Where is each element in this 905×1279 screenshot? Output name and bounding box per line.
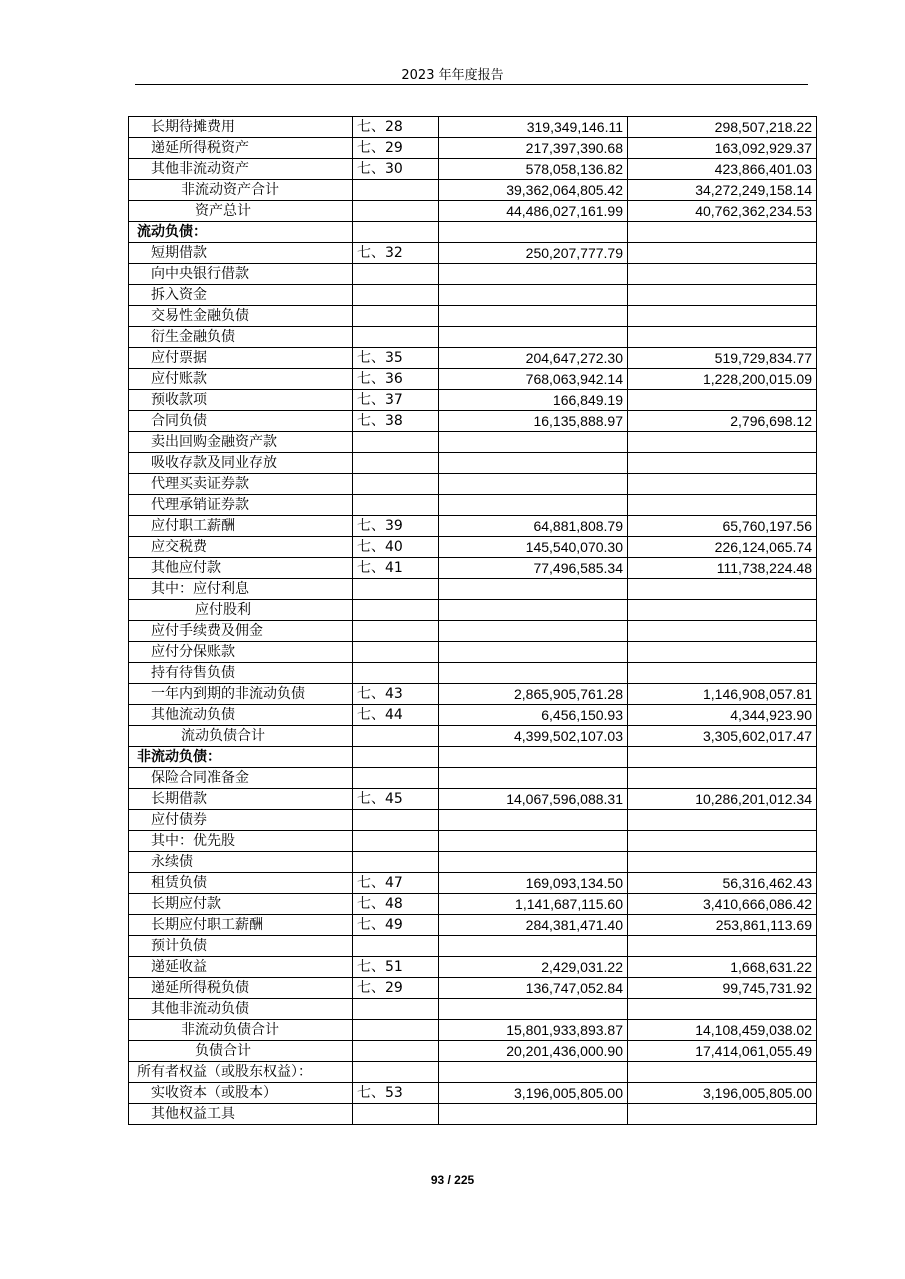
row-item-label: 应付账款	[129, 369, 353, 390]
table-row	[129, 978, 817, 999]
row-current-value	[439, 432, 628, 453]
table-row	[129, 243, 817, 264]
row-note	[353, 663, 439, 684]
page-header-title: 2023 年年度报告	[401, 68, 504, 83]
row-note	[353, 621, 439, 642]
row-note	[353, 306, 439, 327]
row-current-value: 2,865,905,761.28	[439, 684, 628, 705]
row-note: 七、32	[353, 243, 439, 264]
row-previous-value	[628, 579, 817, 600]
row-previous-value	[628, 327, 817, 348]
row-item-label: 长期待摊费用	[129, 117, 353, 138]
table-row	[129, 306, 817, 327]
table-row	[129, 558, 817, 579]
row-note	[353, 642, 439, 663]
row-item-label: 向中央银行借款	[129, 264, 353, 285]
row-current-value: 44,486,027,161.99	[439, 201, 628, 222]
table-row	[129, 180, 817, 201]
row-current-value	[439, 831, 628, 852]
table-row	[129, 201, 817, 222]
row-item-label: 所有者权益（或股东权益）：	[129, 1062, 353, 1083]
row-current-value: 20,201,436,000.90	[439, 1041, 628, 1062]
row-item-label: 短期借款	[129, 243, 353, 264]
row-current-value	[439, 285, 628, 306]
row-previous-value: 3,410,666,086.42	[628, 894, 817, 915]
row-item-label: 应付职工薪酬	[129, 516, 353, 537]
row-note: 七、39	[353, 516, 439, 537]
row-previous-value	[628, 1062, 817, 1083]
row-note: 七、44	[353, 705, 439, 726]
row-previous-value	[628, 222, 817, 243]
table-row	[129, 579, 817, 600]
row-current-value: 578,058,136.82	[439, 159, 628, 180]
row-note: 七、30	[353, 159, 439, 180]
table-row	[129, 495, 817, 516]
row-item-label: 非流动负债合计	[129, 1020, 353, 1041]
row-previous-value: 2,796,698.12	[628, 411, 817, 432]
table-row	[129, 810, 817, 831]
row-note	[353, 222, 439, 243]
row-current-value	[439, 306, 628, 327]
row-item-label: 递延所得税负债	[129, 978, 353, 999]
row-note	[353, 201, 439, 222]
table-row	[129, 516, 817, 537]
row-note	[353, 495, 439, 516]
row-current-value	[439, 1062, 628, 1083]
row-item-label: 应交税费	[129, 537, 353, 558]
row-current-value: 217,397,390.68	[439, 138, 628, 159]
row-current-value: 169,093,134.50	[439, 873, 628, 894]
row-current-value	[439, 327, 628, 348]
row-previous-value: 10,286,201,012.34	[628, 789, 817, 810]
row-item-label: 永续债	[129, 852, 353, 873]
row-previous-value	[628, 453, 817, 474]
row-current-value	[439, 999, 628, 1020]
table-row	[129, 474, 817, 495]
table-row	[129, 726, 817, 747]
table-row	[129, 1083, 817, 1104]
row-note	[353, 264, 439, 285]
row-item-label: 应付票据	[129, 348, 353, 369]
row-note	[353, 432, 439, 453]
row-previous-value: 298,507,218.22	[628, 117, 817, 138]
row-item-label: 拆入资金	[129, 285, 353, 306]
row-item-label: 其他流动负债	[129, 705, 353, 726]
row-current-value: 4,399,502,107.03	[439, 726, 628, 747]
row-note	[353, 474, 439, 495]
row-previous-value: 40,762,362,234.53	[628, 201, 817, 222]
row-item-label: 应付分保账款	[129, 642, 353, 663]
row-item-label: 其中：优先股	[129, 831, 353, 852]
table-row	[129, 621, 817, 642]
row-previous-value	[628, 810, 817, 831]
row-item-label: 保险合同准备金	[129, 768, 353, 789]
row-current-value	[439, 621, 628, 642]
row-item-label: 交易性金融负债	[129, 306, 353, 327]
row-current-value: 14,067,596,088.31	[439, 789, 628, 810]
table-row	[129, 600, 817, 621]
table-row	[129, 390, 817, 411]
row-current-value	[439, 936, 628, 957]
row-previous-value	[628, 852, 817, 873]
row-previous-value: 99,745,731.92	[628, 978, 817, 999]
row-previous-value	[628, 936, 817, 957]
table-row	[129, 1062, 817, 1083]
row-item-label: 长期借款	[129, 789, 353, 810]
row-previous-value: 1,228,200,015.09	[628, 369, 817, 390]
row-note: 七、43	[353, 684, 439, 705]
row-note	[353, 747, 439, 768]
row-current-value: 768,063,942.14	[439, 369, 628, 390]
table-row	[129, 936, 817, 957]
row-note: 七、28	[353, 117, 439, 138]
row-previous-value: 17,414,061,055.49	[628, 1041, 817, 1062]
row-previous-value: 56,316,462.43	[628, 873, 817, 894]
table-row	[129, 684, 817, 705]
row-item-label: 应付债券	[129, 810, 353, 831]
row-current-value: 3,196,005,805.00	[439, 1083, 628, 1104]
row-previous-value	[628, 306, 817, 327]
row-item-label: 长期应付职工薪酬	[129, 915, 353, 936]
row-current-value	[439, 747, 628, 768]
table-row	[129, 873, 817, 894]
row-current-value: 16,135,888.97	[439, 411, 628, 432]
row-previous-value	[628, 474, 817, 495]
table-row	[129, 999, 817, 1020]
row-item-label: 租赁负债	[129, 873, 353, 894]
row-current-value	[439, 474, 628, 495]
row-item-label: 其他权益工具	[129, 1104, 353, 1125]
row-current-value	[439, 222, 628, 243]
table-row	[129, 285, 817, 306]
table-row	[129, 915, 817, 936]
row-item-label: 其中：应付利息	[129, 579, 353, 600]
row-current-value	[439, 579, 628, 600]
row-current-value: 319,349,146.11	[439, 117, 628, 138]
row-current-value	[439, 453, 628, 474]
row-previous-value: 3,305,602,017.47	[628, 726, 817, 747]
row-note	[353, 726, 439, 747]
table-row	[129, 747, 817, 768]
row-previous-value	[628, 768, 817, 789]
row-item-label: 代理承销证券款	[129, 495, 353, 516]
table-row	[129, 159, 817, 180]
row-current-value: 77,496,585.34	[439, 558, 628, 579]
row-current-value: 284,381,471.40	[439, 915, 628, 936]
row-current-value	[439, 663, 628, 684]
table-row	[129, 789, 817, 810]
row-note: 七、49	[353, 915, 439, 936]
row-item-label: 流动负债：	[129, 222, 353, 243]
row-current-value	[439, 264, 628, 285]
row-previous-value	[628, 663, 817, 684]
row-previous-value: 423,866,401.03	[628, 159, 817, 180]
row-item-label: 持有待售负债	[129, 663, 353, 684]
row-note	[353, 1020, 439, 1041]
row-note: 七、29	[353, 978, 439, 999]
row-current-value	[439, 600, 628, 621]
table-row	[129, 327, 817, 348]
row-item-label: 负债合计	[129, 1041, 353, 1062]
row-note	[353, 1062, 439, 1083]
table-row	[129, 1020, 817, 1041]
row-note: 七、47	[353, 873, 439, 894]
row-previous-value: 14,108,459,038.02	[628, 1020, 817, 1041]
row-previous-value	[628, 642, 817, 663]
table-row	[129, 222, 817, 243]
table-row	[129, 1041, 817, 1062]
table-row	[129, 894, 817, 915]
row-item-label: 长期应付款	[129, 894, 353, 915]
row-item-label: 非流动资产合计	[129, 180, 353, 201]
row-note	[353, 600, 439, 621]
row-note	[353, 768, 439, 789]
row-note	[353, 852, 439, 873]
row-note: 七、29	[353, 138, 439, 159]
table-row	[129, 411, 817, 432]
table-row	[129, 705, 817, 726]
row-previous-value	[628, 747, 817, 768]
row-current-value: 250,207,777.79	[439, 243, 628, 264]
row-previous-value	[628, 285, 817, 306]
table-row	[129, 957, 817, 978]
row-note: 七、37	[353, 390, 439, 411]
row-note	[353, 999, 439, 1020]
row-previous-value: 34,272,249,158.14	[628, 180, 817, 201]
row-current-value	[439, 1104, 628, 1125]
row-current-value	[439, 768, 628, 789]
row-previous-value	[628, 432, 817, 453]
row-note	[353, 453, 439, 474]
row-previous-value: 163,092,929.37	[628, 138, 817, 159]
row-current-value: 6,456,150.93	[439, 705, 628, 726]
row-previous-value	[628, 600, 817, 621]
header-divider	[135, 84, 808, 85]
table-row	[129, 264, 817, 285]
row-note: 七、53	[353, 1083, 439, 1104]
row-item-label: 合同负债	[129, 411, 353, 432]
row-item-label: 卖出回购金融资产款	[129, 432, 353, 453]
row-previous-value	[628, 243, 817, 264]
row-current-value: 204,647,272.30	[439, 348, 628, 369]
row-previous-value: 4,344,923.90	[628, 705, 817, 726]
row-item-label: 实收资本（或股本）	[129, 1083, 353, 1104]
table-row	[129, 1104, 817, 1125]
row-current-value	[439, 852, 628, 873]
row-previous-value: 226,124,065.74	[628, 537, 817, 558]
row-previous-value: 65,760,197.56	[628, 516, 817, 537]
row-note	[353, 327, 439, 348]
row-item-label: 应付手续费及佣金	[129, 621, 353, 642]
row-current-value	[439, 642, 628, 663]
row-item-label: 预计负债	[129, 936, 353, 957]
balance-sheet-body	[129, 117, 817, 1125]
row-note: 七、35	[353, 348, 439, 369]
row-previous-value: 519,729,834.77	[628, 348, 817, 369]
table-row	[129, 348, 817, 369]
row-item-label: 其他非流动负债	[129, 999, 353, 1020]
row-previous-value	[628, 390, 817, 411]
table-row	[129, 117, 817, 138]
row-item-label: 递延收益	[129, 957, 353, 978]
row-item-label: 代理买卖证券款	[129, 474, 353, 495]
row-item-label: 预收款项	[129, 390, 353, 411]
table-row	[129, 432, 817, 453]
row-current-value: 64,881,808.79	[439, 516, 628, 537]
row-previous-value: 253,861,113.69	[628, 915, 817, 936]
row-note	[353, 936, 439, 957]
table-row	[129, 768, 817, 789]
row-item-label: 一年内到期的非流动负债	[129, 684, 353, 705]
table-row	[129, 642, 817, 663]
row-current-value: 39,362,064,805.42	[439, 180, 628, 201]
row-previous-value	[628, 1104, 817, 1125]
table-row	[129, 852, 817, 873]
row-item-label: 其他应付款	[129, 558, 353, 579]
page-number: 93 / 225	[430, 1173, 475, 1187]
row-item-label: 流动负债合计	[129, 726, 353, 747]
table-row	[129, 663, 817, 684]
row-item-label: 资产总计	[129, 201, 353, 222]
row-previous-value	[628, 999, 817, 1020]
row-current-value: 136,747,052.84	[439, 978, 628, 999]
row-current-value	[439, 495, 628, 516]
row-current-value: 1,141,687,115.60	[439, 894, 628, 915]
table-row	[129, 831, 817, 852]
row-item-label: 非流动负债：	[129, 747, 353, 768]
row-previous-value: 1,146,908,057.81	[628, 684, 817, 705]
table-row	[129, 138, 817, 159]
row-previous-value	[628, 831, 817, 852]
row-note: 七、51	[353, 957, 439, 978]
row-note	[353, 285, 439, 306]
table-row	[129, 537, 817, 558]
row-previous-value	[628, 621, 817, 642]
row-note	[353, 810, 439, 831]
row-note: 七、41	[353, 558, 439, 579]
row-note: 七、45	[353, 789, 439, 810]
row-note: 七、48	[353, 894, 439, 915]
row-note	[353, 831, 439, 852]
row-previous-value: 111,738,224.48	[628, 558, 817, 579]
row-note: 七、40	[353, 537, 439, 558]
row-item-label: 递延所得税资产	[129, 138, 353, 159]
row-previous-value	[628, 495, 817, 516]
row-note	[353, 1104, 439, 1125]
row-item-label: 应付股利	[129, 600, 353, 621]
row-item-label: 其他非流动资产	[129, 159, 353, 180]
row-current-value	[439, 810, 628, 831]
row-previous-value: 3,196,005,805.00	[628, 1083, 817, 1104]
row-note	[353, 1041, 439, 1062]
row-note	[353, 579, 439, 600]
row-previous-value: 1,668,631.22	[628, 957, 817, 978]
balance-sheet-table	[128, 116, 817, 1125]
row-note	[353, 180, 439, 201]
row-current-value: 2,429,031.22	[439, 957, 628, 978]
table-row	[129, 369, 817, 390]
row-current-value: 145,540,070.30	[439, 537, 628, 558]
table-row	[129, 453, 817, 474]
row-note: 七、38	[353, 411, 439, 432]
row-current-value: 166,849.19	[439, 390, 628, 411]
row-item-label: 衍生金融负债	[129, 327, 353, 348]
row-item-label: 吸收存款及同业存放	[129, 453, 353, 474]
row-previous-value	[628, 264, 817, 285]
row-current-value: 15,801,933,893.87	[439, 1020, 628, 1041]
row-note: 七、36	[353, 369, 439, 390]
